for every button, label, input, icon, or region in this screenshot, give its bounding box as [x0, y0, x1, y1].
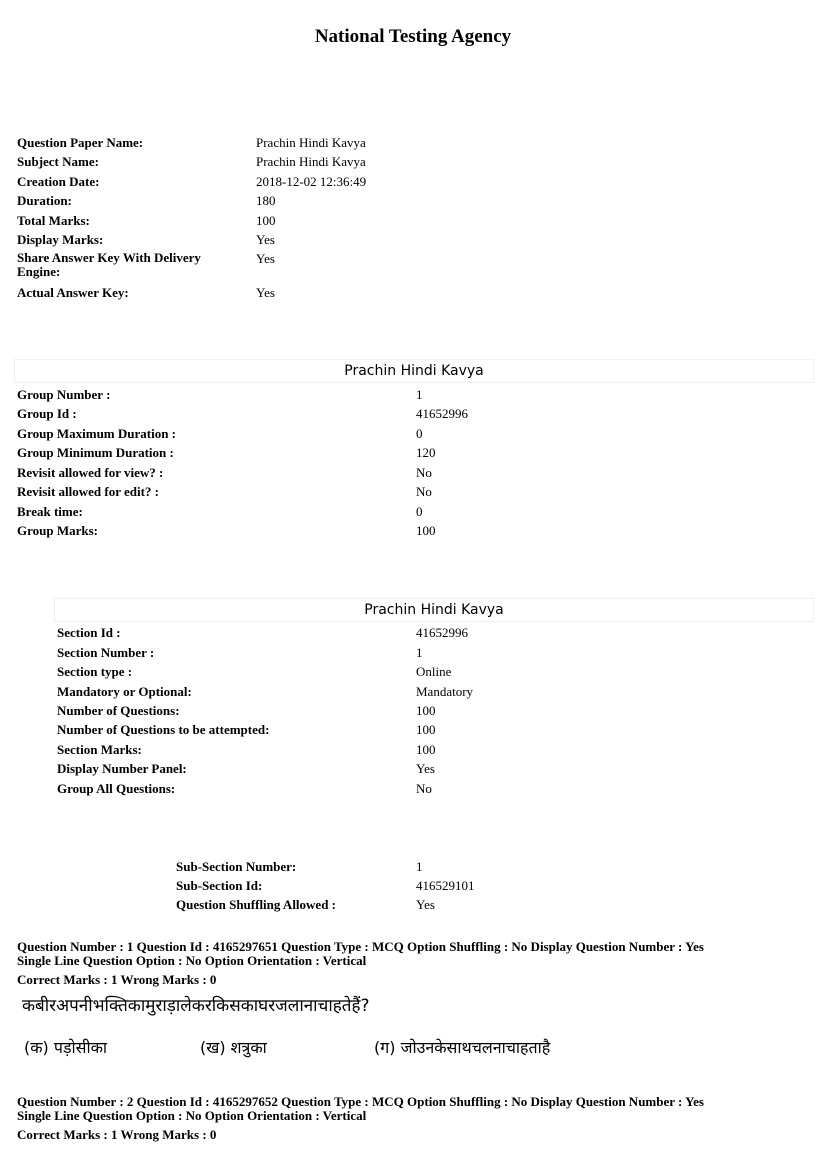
group-all-questions-value: No — [416, 781, 432, 796]
group-min-duration-label: Group Minimum Duration : — [17, 445, 174, 460]
group-min-duration-value: 120 — [416, 445, 436, 460]
paper-name-label: Question Paper Name: — [17, 135, 144, 150]
subject-name-label: Subject Name: — [17, 154, 99, 169]
mandatory-optional-value: Mandatory — [416, 684, 474, 699]
paper-name-value: Prachin Hindi Kavya — [256, 135, 366, 150]
question-1-option-c: (ग) जोउनकेसाथचलनाचाहताहै — [374, 1038, 551, 1057]
break-time-value: 0 — [416, 504, 423, 519]
actual-answer-key-label: Actual Answer Key: — [17, 285, 129, 300]
group-max-duration-value: 0 — [416, 426, 423, 441]
display-marks-value: Yes — [256, 232, 275, 247]
subsection-id-value: 416529101 — [416, 878, 475, 893]
group-marks-value: 100 — [416, 523, 436, 538]
section-type-value: Online — [416, 664, 452, 679]
revisit-view-label: Revisit allowed for view? : — [17, 465, 164, 480]
question-1-meta-line1: Question Number : 1 Question Id : 4165297651 Question Type : MCQ Option Shuffling : No Display Question Number : Yes — [17, 939, 704, 954]
total-marks-label: Total Marks: — [17, 213, 90, 228]
section-id-value: 41652996 — [416, 625, 468, 640]
question-1-option-b: (ख) शत्रुका — [200, 1038, 267, 1057]
group-id-value: 41652996 — [416, 406, 468, 421]
question-1-text: कबीरअपनीभक्तिकामुराड़ालेकरकिसकाघरजलानाचाहतेहैं? — [22, 996, 370, 1016]
group-number-label: Group Number : — [17, 387, 111, 402]
question-1-meta-line2: Single Line Question Option : No Option Orientation : Vertical — [17, 953, 367, 968]
subject-name-value: Prachin Hindi Kavya — [256, 154, 366, 169]
question-shuffling-label: Question Shuffling Allowed : — [176, 897, 337, 912]
group-heading: Prachin Hindi Kavya — [14, 359, 814, 383]
duration-value: 180 — [256, 193, 276, 208]
share-answer-key-value: Yes — [256, 251, 275, 266]
number-of-questions-label: Number of Questions: — [57, 703, 180, 718]
creation-date-value: 2018-12-02 12:36:49 — [256, 174, 367, 189]
mandatory-optional-label: Mandatory or Optional: — [57, 684, 192, 699]
actual-answer-key-value: Yes — [256, 285, 275, 300]
total-marks-value: 100 — [256, 213, 276, 228]
section-heading: Prachin Hindi Kavya — [54, 598, 814, 622]
group-max-duration-label: Group Maximum Duration : — [17, 426, 177, 441]
section-id-label: Section Id : — [57, 625, 121, 640]
section-number-label: Section Number : — [57, 645, 155, 660]
creation-date-label: Creation Date: — [17, 174, 100, 189]
number-of-questions-value: 100 — [416, 703, 436, 718]
section-type-label: Section type : — [57, 664, 133, 679]
section-number-value: 1 — [416, 645, 423, 660]
questions-to-attempt-label: Number of Questions to be attempted: — [57, 722, 270, 737]
revisit-edit-value: No — [416, 484, 432, 499]
question-1-marks: Correct Marks : 1 Wrong Marks : 0 — [17, 972, 217, 987]
group-id-label: Group Id : — [17, 406, 77, 421]
display-number-panel-label: Display Number Panel: — [57, 761, 187, 776]
section-marks-label: Section Marks: — [57, 742, 142, 757]
share-answer-key-label: Share Answer Key With Delivery Engine: — [17, 250, 201, 279]
subsection-number-value: 1 — [416, 859, 423, 874]
subsection-number-label: Sub-Section Number: — [176, 859, 297, 874]
break-time-label: Break time: — [17, 504, 83, 519]
section-marks-value: 100 — [416, 742, 436, 757]
duration-label: Duration: — [17, 193, 72, 208]
group-all-questions-label: Group All Questions: — [57, 781, 176, 796]
group-number-value: 1 — [416, 387, 423, 402]
group-marks-label: Group Marks: — [17, 523, 99, 538]
revisit-edit-label: Revisit allowed for edit? : — [17, 484, 160, 499]
question-shuffling-value: Yes — [416, 897, 435, 912]
question-1-option-a: (क) पड़ोसीका — [24, 1038, 108, 1057]
display-marks-label: Display Marks: — [17, 232, 104, 247]
revisit-view-value: No — [416, 465, 432, 480]
subsection-id-label: Sub-Section Id: — [176, 878, 263, 893]
page-title: National Testing Agency — [314, 26, 512, 47]
question-2-meta-line2: Single Line Question Option : No Option Orientation : Vertical — [17, 1108, 367, 1123]
questions-to-attempt-value: 100 — [416, 722, 436, 737]
question-2-marks: Correct Marks : 1 Wrong Marks : 0 — [17, 1127, 217, 1142]
display-number-panel-value: Yes — [416, 761, 435, 776]
question-2-meta-line1: Question Number : 2 Question Id : 4165297652 Question Type : MCQ Option Shuffling : No Display Question Number : Yes — [17, 1094, 704, 1109]
